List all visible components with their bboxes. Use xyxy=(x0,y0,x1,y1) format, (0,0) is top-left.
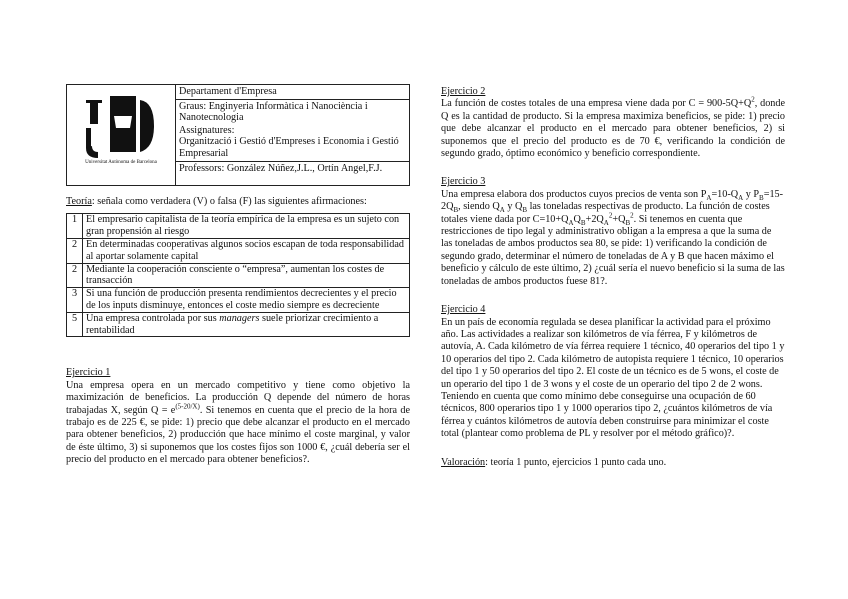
row-number: 2 xyxy=(67,263,83,288)
exercise-text-part: Una empresa opera en un mercado competitivo y tiene como objetivo la maximización de beneficios. La producción Q depende del número de horas trabajadas X, según Q = e xyxy=(66,379,410,416)
subscript: B xyxy=(625,218,631,227)
table-row xyxy=(67,312,410,337)
subjects-text: Organització i Gestió d'Empreses i Economia i Gestió Empresarial xyxy=(179,136,399,159)
university-logo-icon xyxy=(70,86,166,182)
text-part: =10-Q xyxy=(711,188,739,200)
degrees-text: Graus: Enginyeria Informàtica i Nanociència i Nanotecnologia xyxy=(176,99,409,125)
grading-text: : teoría 1 punto, ejercicios 1 punto cada uno. xyxy=(485,456,667,468)
table-row xyxy=(67,263,410,288)
statement-text: suele priorizar crecimiento a rentabilidad xyxy=(86,312,379,336)
exercise-text-part: . Si tenemos en cuenta que el precio de la hora de trabajo es de 225 €, se pide: 1) precio que debe alcanzar el producto en el mercado para obtener beneficios, 2) producción que hace mínimo el coste marginal, y valor de éste último, 3) si suponemos que los costes fijos son 1000 €, ¿cuál debería ser el precio del producto en el mercado para obtener beneficios?. xyxy=(66,404,410,466)
exercise-1 xyxy=(66,367,410,466)
row-number: 3 xyxy=(67,288,83,313)
exercise-text xyxy=(441,189,785,288)
table-row xyxy=(67,214,410,239)
text-part: +Q xyxy=(612,213,626,225)
theory-label: Teoría xyxy=(66,196,92,207)
row-number: 1 xyxy=(67,214,83,239)
theory-instruction-text: : señala como verdadera (V) o falsa (F) las siguientes afirmaciones: xyxy=(91,196,367,207)
subscript: A xyxy=(499,206,505,215)
exercise-text-part: , donde Q es la cantidad de producto. Si la empresa maximiza beneficios, se pide: 1) precio que debe alcanzar el producto en el mercado para obtener beneficios, 2) si suponemos que el precio del producto es de 70 €, verificando la condición de segundo grado, óptimo económico y beneficio correspondiente. xyxy=(441,98,786,160)
grading-label: Valoración xyxy=(441,456,486,468)
table-row xyxy=(67,239,410,264)
subscript: A xyxy=(568,218,574,227)
left-column xyxy=(66,84,410,467)
row-number: 2 xyxy=(67,239,83,264)
subjects-label: Assignatures: xyxy=(179,124,235,136)
logo-cell xyxy=(67,85,176,186)
exercise-title: Ejercicio 2 xyxy=(441,86,486,97)
exponent: 2 xyxy=(751,96,755,105)
statement-text: Una empresa controlada por sus xyxy=(86,312,220,324)
exercise-3 xyxy=(441,176,785,288)
text-part: =15-2Q xyxy=(441,188,784,213)
row-statement: El empresario capitalista de la teoría empírica de la empresa es un sujeto con gran propensión al riesgo xyxy=(83,214,410,239)
table-row xyxy=(67,288,410,313)
theory-table xyxy=(66,213,410,337)
professors-text: Professors: González Núñez,J.L., Ortín Angel,F.J. xyxy=(176,161,409,176)
exercise-text-part: La función de costes totales de una empresa viene dada por C = 900-5Q+Q xyxy=(441,98,752,110)
exponent: 2 xyxy=(630,211,634,220)
subscript: B xyxy=(580,218,586,227)
header-info xyxy=(176,85,410,186)
text-part: . Si tenemos en cuenta que restricciones de tipo legal y administrativo obligan a la empresa a que la suma de las toneladas de ambos productos sea 80, se pide: 1) verificando la condición de segundo grado, determinar el número de toneladas de A y B que hacen máximo el beneficio y cálculo de este último, 2) ¿cuál sería el nuevo beneficio si la suma de las toneladas de ambos productos fuese 81?. xyxy=(441,213,785,287)
exercise-title: Ejercicio 1 xyxy=(66,367,111,379)
department-name: Departament d'Empresa xyxy=(179,86,277,97)
statement-emphasis: managers xyxy=(219,312,260,324)
text-part: las toneladas respectivas de producto. La función de costes totales viene dada por C=10+Q xyxy=(441,201,770,225)
row-statement: Si una función de producción presenta rendimientos decrecientes y el precio de los inputs disminuye, entonces el coste medio siempre es decreciente xyxy=(83,288,410,313)
text-part: y Q xyxy=(504,201,523,213)
logo-text: Universitat Autònoma de Barcelona xyxy=(85,160,157,165)
subscript: A xyxy=(738,193,744,202)
row-number: 5 xyxy=(67,312,83,337)
exercise-text: En un país de economía regulada se desea planificar la actividad para el próximo año. Las actividades a realizar son kilómetros de vía férrea, F y kilómetros de autovía, A. Cada kilómetro de vía férrea requiere 1 técnico, 40 operarios del tipo 1 y 10 operarios del tipo 2. Cada kilómetro de autopista requiere 1 técnico, 10 operarios del tipo 1 y 50 operarios del tipo 2. El coste de un técnico es de 5 wons, el coste de un operario del tipo 1 de 3 wons y el coste de un operario del tipo 2 de 2 wons. Teniendo en cuenta que como mínimo debe conseguirse una ocupación de 60 técnicos, 800 operarios tipo 1 y 1000 operarios tipo 2, ¿cuántos kilómetros de vía férrea y cuántos kilómetros de autovía deben construirse para minimizar el coste total (plantear como problema de PL y resolver por el método gráfico)?. xyxy=(441,316,785,440)
subscript: A xyxy=(603,218,609,227)
exercise-text xyxy=(441,98,785,160)
exercise-title: Ejercicio 3 xyxy=(441,176,486,188)
subscript: B xyxy=(522,206,528,215)
text-part: Una empresa elabora dos productos cuyos precios de venta son P xyxy=(441,188,707,200)
exponent: (5-20/X) xyxy=(175,402,200,411)
subjects-block xyxy=(176,125,409,161)
exercise-2 xyxy=(441,86,785,160)
subscript: A xyxy=(706,193,712,202)
text-part: , siendo Q xyxy=(458,201,500,213)
subscript: B xyxy=(759,193,764,202)
row-statement: En determinadas cooperativas algunos socios escapan de toda responsabilidad al aportar solamente capital xyxy=(83,239,410,264)
exercise-4 xyxy=(441,304,785,440)
text-part: Q xyxy=(573,213,581,225)
text-part: y P xyxy=(743,188,760,200)
right-column xyxy=(441,86,785,469)
header-table xyxy=(66,84,410,186)
text-part: +2Q xyxy=(585,213,604,225)
theory-instruction xyxy=(66,196,410,208)
subscript: B xyxy=(453,206,459,215)
grading xyxy=(441,457,785,469)
row-statement: Mediante la cooperación consciente o “empresa”, aumentan los costes de transacción xyxy=(83,263,410,288)
row-statement xyxy=(83,312,410,337)
exercise-title: Ejercicio 4 xyxy=(441,304,486,316)
exercise-text xyxy=(66,380,410,467)
exponent: 2 xyxy=(608,211,613,220)
